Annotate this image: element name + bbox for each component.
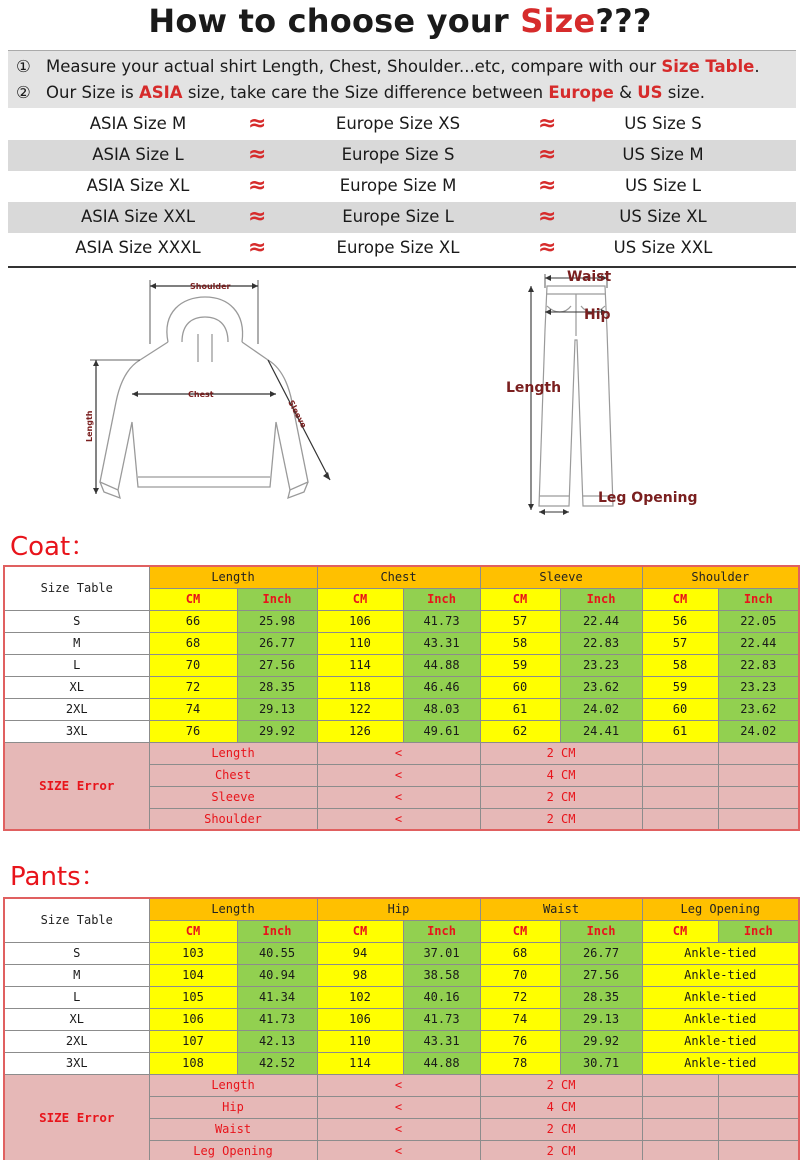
error-value: 2 CM (480, 1118, 642, 1140)
empty-cell (718, 1118, 799, 1140)
value-cell: 70 (480, 964, 560, 986)
value-cell: 110 (317, 632, 403, 654)
europe-size: Europe Size XL (336, 238, 460, 257)
asia-size: ASIA Size XXXL (75, 238, 201, 257)
value-cell: 40.55 (237, 942, 317, 964)
value-cell: 62 (480, 720, 560, 742)
error-symbol: < (317, 1140, 480, 1160)
intro-amp: & (613, 83, 638, 102)
value-cell: 26.77 (560, 942, 642, 964)
error-symbol: < (317, 764, 480, 786)
value-cell: 126 (317, 720, 403, 742)
value-cell: 23.23 (560, 654, 642, 676)
value-cell: 42.52 (237, 1052, 317, 1074)
us-highlight: US (637, 83, 663, 102)
value-cell: 114 (317, 654, 403, 676)
value-cell: 41.73 (237, 1008, 317, 1030)
group-shoulder: Shoulder (642, 566, 799, 588)
value-cell: 29.13 (560, 1008, 642, 1030)
value-cell: 103 (149, 942, 237, 964)
value-cell: 37.01 (403, 942, 480, 964)
divider (8, 266, 796, 268)
value-cell: 59 (480, 654, 560, 676)
value-cell: 61 (480, 698, 560, 720)
value-cell: 29.92 (560, 1030, 642, 1052)
value-cell: 60 (642, 698, 718, 720)
unit-cm: CM (480, 588, 560, 610)
value-cell: 98 (317, 964, 403, 986)
value-cell: 24.02 (560, 698, 642, 720)
group-length: Length (149, 566, 317, 588)
value-cell: 43.31 (403, 1030, 480, 1052)
value-cell: 122 (317, 698, 403, 720)
empty-cell (718, 1074, 799, 1096)
value-cell: 49.61 (403, 720, 480, 742)
leg-opening-cell: Ankle-tied (642, 1008, 799, 1030)
value-cell: 108 (149, 1052, 237, 1074)
size-cell: 3XL (4, 720, 149, 742)
table-row (4, 1030, 799, 1052)
value-cell: 22.44 (718, 632, 799, 654)
error-value: 2 CM (480, 786, 642, 808)
group-hip: Hip (317, 898, 480, 920)
us-size: US Size XL (619, 207, 707, 226)
us-size: US Size XXL (613, 238, 713, 257)
value-cell: 66 (149, 610, 237, 632)
value-cell: 106 (149, 1008, 237, 1030)
intro-number-2: ② (16, 83, 31, 102)
error-symbol: < (317, 1074, 480, 1096)
empty-cell (642, 764, 718, 786)
unit-inch: Inch (403, 588, 480, 610)
value-cell: 102 (317, 986, 403, 1008)
empty-cell (718, 808, 799, 830)
unit-cm: CM (642, 588, 718, 610)
value-cell: 57 (642, 632, 718, 654)
intro-number-1: ① (16, 57, 31, 76)
value-cell: 23.62 (560, 676, 642, 698)
value-cell: 26.77 (237, 632, 317, 654)
value-cell: 22.05 (718, 610, 799, 632)
value-cell: 104 (149, 964, 237, 986)
leg-opening-cell: Ankle-tied (642, 1052, 799, 1074)
value-cell: 27.56 (560, 964, 642, 986)
intro-text-1: Measure your actual shirt Length, Chest, Shoulder...etc, compare with our (46, 57, 662, 76)
asia-size: ASIA Size L (92, 145, 184, 164)
error-value: 2 CM (480, 742, 642, 764)
size-table-label: Size Table (4, 566, 149, 610)
value-cell: 24.02 (718, 720, 799, 742)
intro-text-2b: size, take care the Size difference between (182, 83, 549, 102)
approx-icon: ≈ (248, 111, 267, 136)
table-row (4, 676, 799, 698)
equivalence-row (8, 140, 796, 171)
length-label: Length (506, 380, 562, 396)
asia-size: ASIA Size XXL (80, 207, 196, 226)
value-cell: 118 (317, 676, 403, 698)
value-cell: 59 (642, 676, 718, 698)
europe-size: Europe Size XS (335, 114, 461, 133)
approx-icon: ≈ (248, 173, 267, 198)
unit-inch: Inch (560, 920, 642, 942)
value-cell: 44.88 (403, 654, 480, 676)
value-cell: 114 (317, 1052, 403, 1074)
value-cell: 41.73 (403, 1008, 480, 1030)
error-name: Waist (149, 1118, 317, 1140)
group-length: Length (149, 898, 317, 920)
empty-cell (642, 1074, 718, 1096)
value-cell: 29.13 (237, 698, 317, 720)
error-value: 4 CM (480, 1096, 642, 1118)
unit-cm: CM (642, 920, 718, 942)
table-row (4, 654, 799, 676)
value-cell: 48.03 (403, 698, 480, 720)
value-cell: 74 (149, 698, 237, 720)
value-cell: 61 (642, 720, 718, 742)
size-table-label: Size Table (4, 898, 149, 942)
equivalence-row (8, 109, 796, 140)
unit-inch: Inch (718, 588, 799, 610)
value-cell: 38.58 (403, 964, 480, 986)
value-cell: 22.44 (560, 610, 642, 632)
coat-size-table (3, 565, 800, 831)
hip-label: Hip (584, 307, 611, 323)
size-cell: S (4, 942, 149, 964)
intro-end-1: . (754, 57, 760, 76)
title-accent: Size (520, 2, 596, 40)
size-cell: 2XL (4, 698, 149, 720)
value-cell: 44.88 (403, 1052, 480, 1074)
value-cell: 23.23 (718, 676, 799, 698)
empty-cell (642, 742, 718, 764)
approx-icon: ≈ (248, 142, 267, 167)
coat-section-title: Coat： (10, 532, 97, 562)
empty-cell (718, 1096, 799, 1118)
table-row (4, 986, 799, 1008)
asia-size: ASIA Size XL (86, 176, 190, 195)
error-symbol: < (317, 1118, 480, 1140)
unit-inch: Inch (718, 920, 799, 942)
size-cell: 3XL (4, 1052, 149, 1074)
unit-inch: Inch (237, 920, 317, 942)
value-cell: 25.98 (237, 610, 317, 632)
error-row (4, 742, 799, 764)
value-cell: 107 (149, 1030, 237, 1052)
pants-section-title: Pants： (10, 862, 107, 892)
value-cell: 28.35 (237, 676, 317, 698)
error-symbol: < (317, 742, 480, 764)
approx-icon: ≈ (248, 204, 267, 229)
equivalence-row (8, 233, 796, 264)
value-cell: 78 (480, 1052, 560, 1074)
value-cell: 68 (480, 942, 560, 964)
group-sleeve: Sleeve (480, 566, 642, 588)
error-name: Length (149, 742, 317, 764)
error-row (4, 1074, 799, 1096)
us-size: US Size S (624, 114, 702, 133)
empty-cell (718, 786, 799, 808)
table-row (4, 1052, 799, 1074)
group-chest: Chest (317, 566, 480, 588)
us-size: US Size L (624, 176, 702, 195)
empty-cell (718, 764, 799, 786)
value-cell: 74 (480, 1008, 560, 1030)
size-cell: XL (4, 1008, 149, 1030)
approx-icon: ≈ (538, 111, 557, 136)
intro-box (8, 50, 796, 108)
value-cell: 76 (480, 1030, 560, 1052)
approx-icon: ≈ (538, 173, 557, 198)
error-value: 4 CM (480, 764, 642, 786)
empty-cell (642, 1096, 718, 1118)
value-cell: 41.34 (237, 986, 317, 1008)
value-cell: 27.56 (237, 654, 317, 676)
error-name: Leg Opening (149, 1140, 317, 1160)
hoodie-measurement-diagram (70, 272, 360, 512)
value-cell: 72 (149, 676, 237, 698)
value-cell: 42.13 (237, 1030, 317, 1052)
chest-label: Chest (188, 390, 214, 399)
error-symbol: < (317, 1096, 480, 1118)
asia-highlight: ASIA (139, 83, 183, 102)
intro-text-2a: Our Size is (46, 83, 140, 102)
value-cell: 72 (480, 986, 560, 1008)
intro-end-2: size. (662, 83, 705, 102)
unit-cm: CM (149, 588, 237, 610)
leg-opening-label: Leg Opening (598, 490, 698, 506)
us-size: US Size M (622, 145, 704, 164)
unit-cm: CM (149, 920, 237, 942)
title-suffix: ??? (595, 2, 652, 40)
shoulder-label: Shoulder (190, 282, 231, 291)
value-cell: 70 (149, 654, 237, 676)
table-row (4, 964, 799, 986)
value-cell: 23.62 (718, 698, 799, 720)
table-row (4, 1008, 799, 1030)
size-cell: M (4, 632, 149, 654)
equivalence-row (8, 202, 796, 233)
value-cell: 94 (317, 942, 403, 964)
unit-cm: CM (480, 920, 560, 942)
empty-cell (642, 1140, 718, 1160)
error-value: 2 CM (480, 1140, 642, 1160)
leg-opening-cell: Ankle-tied (642, 942, 799, 964)
unit-inch: Inch (403, 920, 480, 942)
error-value: 2 CM (480, 808, 642, 830)
error-name: Length (149, 1074, 317, 1096)
value-cell: 40.16 (403, 986, 480, 1008)
group-header-row (4, 898, 799, 920)
value-cell: 56 (642, 610, 718, 632)
table-row (4, 610, 799, 632)
asia-size: ASIA Size M (89, 114, 187, 133)
table-row (4, 942, 799, 964)
value-cell: 68 (149, 632, 237, 654)
pants-size-table (3, 897, 800, 1160)
value-cell: 110 (317, 1030, 403, 1052)
table-row (4, 698, 799, 720)
intro-line-2 (16, 83, 705, 102)
unit-cm: CM (317, 920, 403, 942)
value-cell: 30.71 (560, 1052, 642, 1074)
approx-icon: ≈ (538, 204, 557, 229)
value-cell: 60 (480, 676, 560, 698)
value-cell: 106 (317, 610, 403, 632)
approx-icon: ≈ (538, 235, 557, 260)
group-leg-opening: Leg Opening (642, 898, 799, 920)
size-error-label: SIZE Error (4, 1074, 149, 1160)
empty-cell (642, 1118, 718, 1140)
error-name: Hip (149, 1096, 317, 1118)
group-header-row (4, 566, 799, 588)
unit-inch: Inch (237, 588, 317, 610)
unit-inch: Inch (560, 588, 642, 610)
length-label: Length (85, 410, 94, 442)
error-name: Chest (149, 764, 317, 786)
sleeve-label: Sleeve (286, 398, 309, 430)
value-cell: 43.31 (403, 632, 480, 654)
error-symbol: < (317, 786, 480, 808)
table-row (4, 632, 799, 654)
error-symbol: < (317, 808, 480, 830)
size-error-label: SIZE Error (4, 742, 149, 830)
value-cell: 76 (149, 720, 237, 742)
value-cell: 58 (642, 654, 718, 676)
value-cell: 58 (480, 632, 560, 654)
error-name: Sleeve (149, 786, 317, 808)
group-waist: Waist (480, 898, 642, 920)
europe-size: Europe Size S (341, 145, 455, 164)
title-prefix: How to choose your (148, 2, 521, 40)
leg-opening-cell: Ankle-tied (642, 1030, 799, 1052)
size-cell: S (4, 610, 149, 632)
unit-cm: CM (317, 588, 403, 610)
size-cell: M (4, 964, 149, 986)
table-row (4, 720, 799, 742)
value-cell: 106 (317, 1008, 403, 1030)
empty-cell (718, 742, 799, 764)
size-table-highlight: Size Table (661, 57, 755, 76)
value-cell: 24.41 (560, 720, 642, 742)
value-cell: 22.83 (718, 654, 799, 676)
size-cell: L (4, 654, 149, 676)
europe-highlight: Europe (548, 83, 614, 102)
value-cell: 46.46 (403, 676, 480, 698)
value-cell: 22.83 (560, 632, 642, 654)
leg-opening-cell: Ankle-tied (642, 986, 799, 1008)
value-cell: 28.35 (560, 986, 642, 1008)
size-cell: 2XL (4, 1030, 149, 1052)
size-cell: L (4, 986, 149, 1008)
value-cell: 29.92 (237, 720, 317, 742)
value-cell: 41.73 (403, 610, 480, 632)
europe-size: Europe Size M (339, 176, 457, 195)
size-equivalence-table (8, 109, 796, 264)
waist-label: Waist (567, 269, 612, 285)
equivalence-row (8, 171, 796, 202)
approx-icon: ≈ (538, 142, 557, 167)
empty-cell (642, 786, 718, 808)
value-cell: 105 (149, 986, 237, 1008)
value-cell: 40.94 (237, 964, 317, 986)
empty-cell (718, 1140, 799, 1160)
intro-line-1 (16, 57, 760, 76)
approx-icon: ≈ (248, 235, 267, 260)
size-cell: XL (4, 676, 149, 698)
europe-size: Europe Size L (342, 207, 454, 226)
value-cell: 57 (480, 610, 560, 632)
empty-cell (642, 808, 718, 830)
error-name: Shoulder (149, 808, 317, 830)
leg-opening-cell: Ankle-tied (642, 964, 799, 986)
error-value: 2 CM (480, 1074, 642, 1096)
page-title (0, 2, 800, 46)
